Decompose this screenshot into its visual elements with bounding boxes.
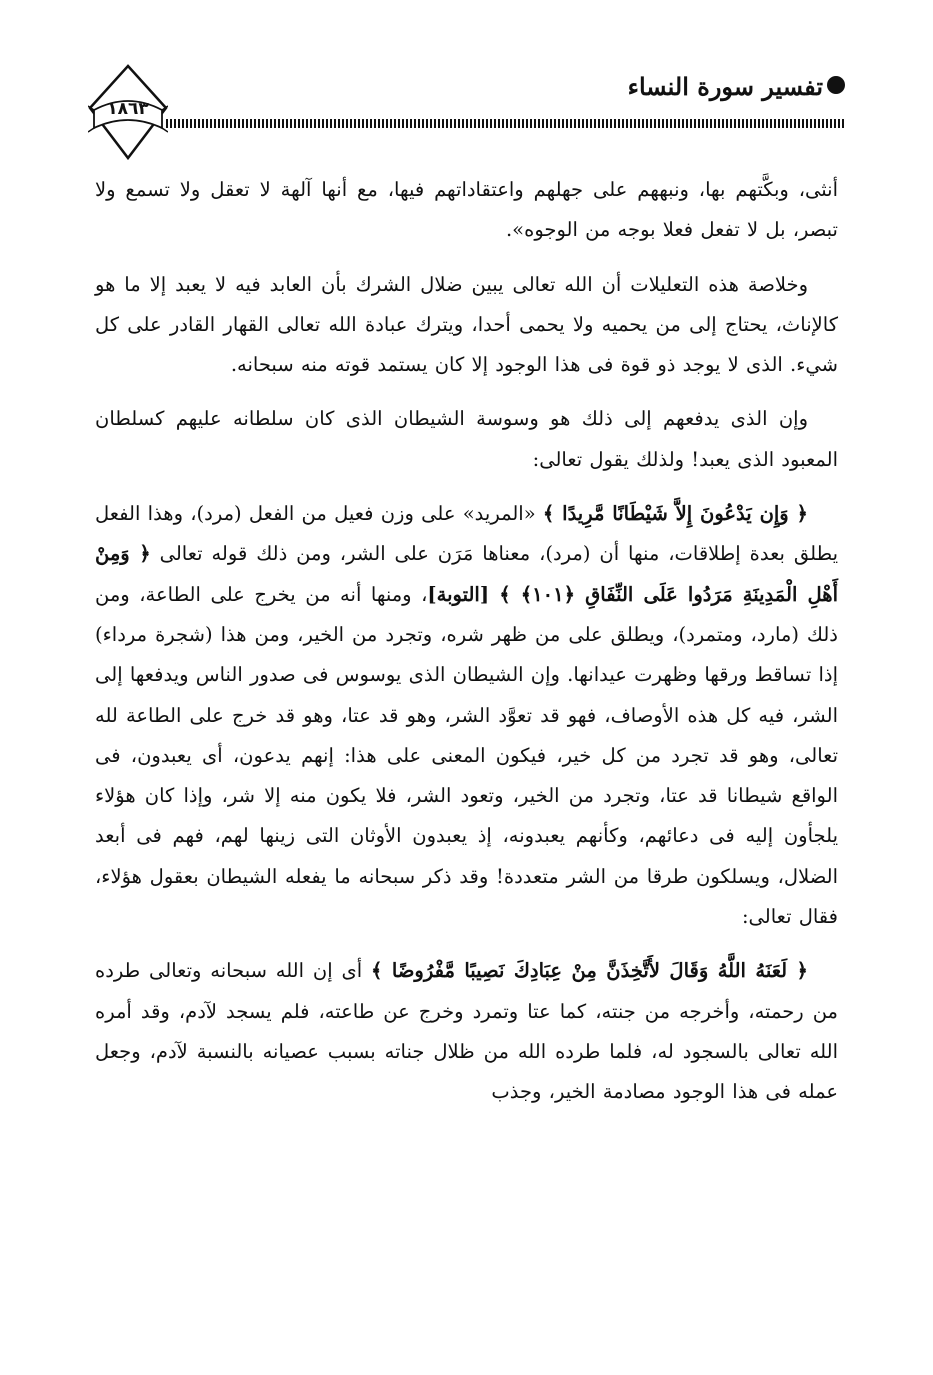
quran-verse: ﴿ وَمِنْ أَهْلِ الْمَدِينَةِ مَرَدُوا عَلَى النِّفَاقِ ﴿١٠١﴾ ﴾ — [95, 542, 838, 606]
quran-verse: ﴿ وَإِن يَدْعُونَ إِلاَّ شَيْطَانًا مَّرِيدًا ﴾ — [542, 502, 808, 526]
page-header — [88, 62, 845, 162]
paragraph: وخلاصة هذه التعليلات أن الله تعالى يبين ضلال الشرك بأن العابد فيه لا يعبد إلا ما هو كالإناث، يحتاج إلى من يحميه ولا يحمى أحدا، ويترك عبادة الله تعالى القهار القادر على كل شيء. الذى لا يوجد ذو قوة فى هذا الوجود إلا كان يستمد قوته منه سبحانه. — [95, 272, 838, 377]
paragraph-text: «المريد» على وزن فعيل من الفعل (مرد)، وهذا الفعل يطلق بعدة إطلاقات، منها أن (مرد)، معناها مَرَن على الشر، ومن ذلك قوله تعالى — [95, 502, 838, 566]
sura-reference: [التوبة] — [427, 582, 500, 606]
paragraph — [95, 494, 838, 937]
quran-verse: ﴿ لَعَنَهُ اللَّهُ وَقَالَ لأَتَّخِذَنَّ مِنْ عِبَادِكَ نَصِيبًا مَّفْرُوضًا ﴾ — [371, 959, 808, 983]
paragraph-text: أى إن الله سبحانه وتعالى طرده من رحمته، وأخرجه من جنته، كما عتا وتمرد وخرج عن طاعته، فلم يسجد لآدم، وقد أمره الله تعالى بالسجود له، فلما طرده الله من ظلال جناته بسبب عصيانه بالنسبة لآدم، وجعل عمله فى هذا الوجود مصادمة الخير، وجذب — [95, 959, 838, 1104]
paragraph: أنثى، وبكَّتهم بها، ونبههم على جهلهم واعتقاداتهم فيها، مع أنها آلهة لا تعقل ولا تسمع ولا تبصر، بل لا تفعل فعلا بوجه من الوجوه». — [95, 178, 838, 242]
body-text — [95, 170, 838, 1345]
paragraph — [95, 951, 838, 1112]
header-rule — [166, 119, 845, 128]
paragraph: وإن الذى يدفعهم إلى ذلك هو وسوسة الشيطان الذى كان سلطانه عليهم كسلطان المعبود الذى يعبد! ولذلك يقول تعالى: — [95, 407, 838, 471]
page-number: ١٨٦٣ — [107, 99, 149, 119]
ornament-icon — [827, 76, 845, 94]
running-title: تفسير سورة النساء — [627, 72, 823, 101]
paragraph-text: ، ومنها أنه من يخرج على الطاعة، ومن ذلك (مارد، ومتمرد)، ويطلق على من ظهر شره، وتجرد من الخير، ومن هذا (شجرة مرداء) إذا تساقط ورقها وظهرت عيدانها. وإن الشيطان الذى يوسوس فى صدور الناس ويدفعها إلى الشر، فيه كل هذه الأوصاف، فهو قد تعوَّد الشر، وهو قد عتا، وهو قد خرج على الطاعة لله تعالى، وهو قد تجرد من كل خير، فيكون المعنى على هذا: إنهم يدعون، أى يعبدون، فى الواقع شيطانا قد عتا، وتجرد من الخير، وتعود الشر، فلا يكون منه إلا شر، وإذا كان هؤلاء يلجأون إليه فى دعائهم، وكأنهم يعبدونه، إذ يعبدون الأوثان التى زينها لهم، فهم فى أبعد الضلال، ويسلكون طرقا من الشر متعددة! وقد ذكر سبحانه ما يفعله الشيطان بعقول هؤلاء، فقال تعالى: — [95, 582, 838, 929]
